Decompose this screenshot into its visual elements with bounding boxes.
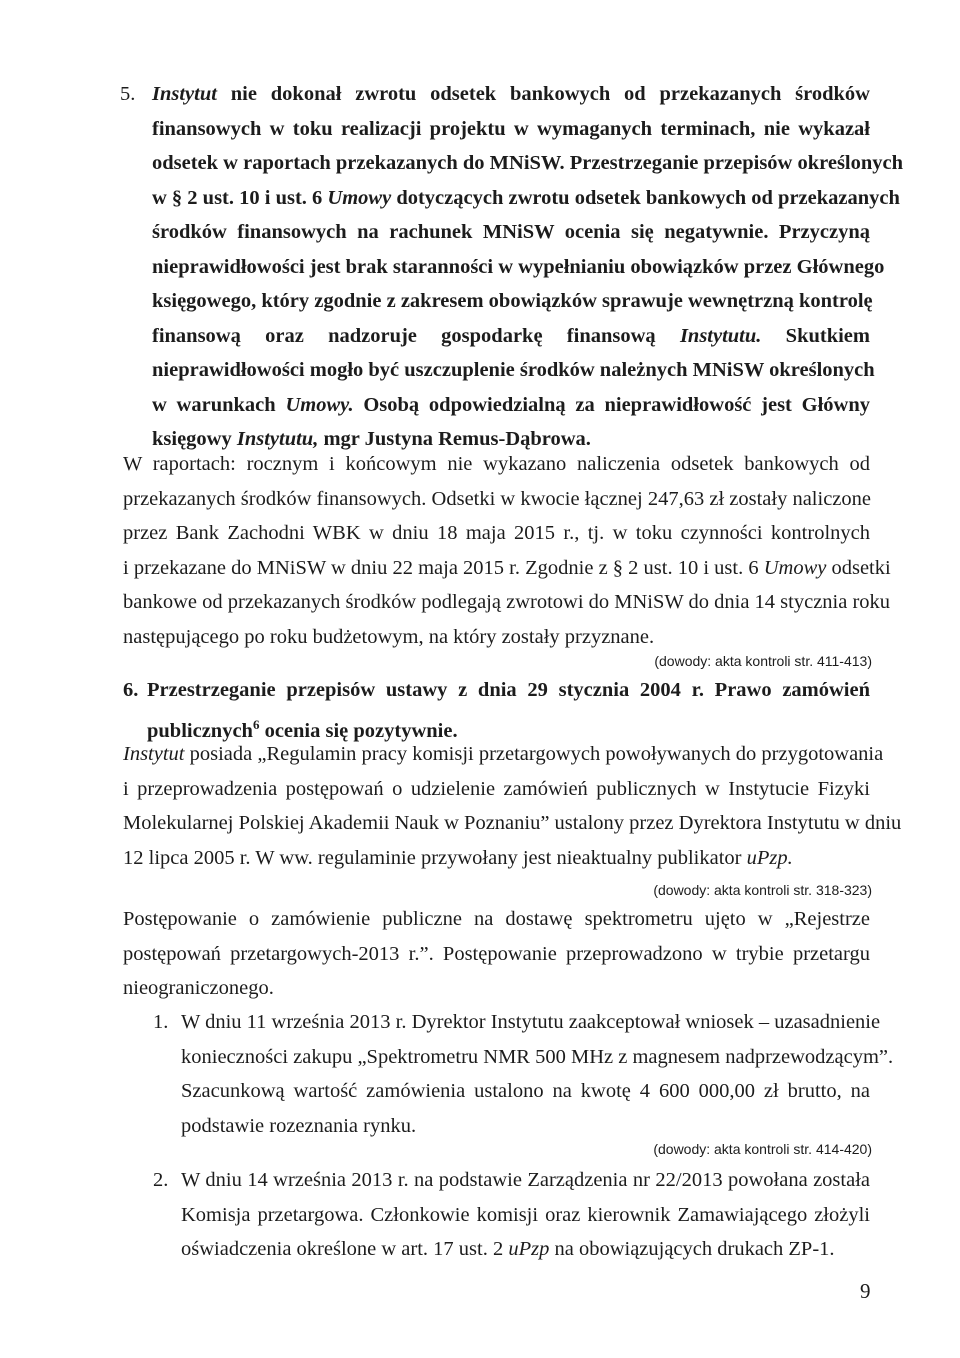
raport-line bbox=[123, 585, 891, 620]
text-segment: nieograniczonego. bbox=[123, 977, 274, 999]
italic-text: Instytut bbox=[123, 743, 185, 765]
evidence-note: (dowody: akta kontroli str. 414-420) bbox=[653, 1141, 872, 1157]
item-6-line: publicznych$^6$ ocenia się pozytywnie. bbox=[147, 716, 458, 742]
page-number: 9 bbox=[860, 1279, 871, 1303]
postepowanie-line bbox=[123, 902, 870, 937]
postepowanie-line bbox=[123, 971, 870, 1006]
list-item-2 bbox=[181, 1163, 870, 1267]
text-segment: i przeprowadzenia postępowań o udzielenie zamówień publicznych w Instytucie Fizyki bbox=[123, 777, 870, 800]
item-5-paragraph bbox=[152, 77, 904, 457]
text-segment: W dniu 14 września 2013 r. na podstawie Zarządzenia nr 22/2013 powołana została bbox=[181, 1169, 870, 1191]
text-segment: i przekazane do MNiSW w dniu 22 maja 2015 r. Zgodnie z § 2 ust. 10 i ust. 6 bbox=[123, 556, 764, 579]
text-segment: bankowe od przekazanych środków podlegają zwrotowi do MNiSW do dnia 14 stycznia roku bbox=[123, 591, 891, 613]
list-item-2-line bbox=[181, 1232, 870, 1267]
list-item-1-number: 1. bbox=[153, 1011, 169, 1033]
raport-line bbox=[123, 516, 870, 551]
text-segment: przez Bank Zachodni WBK w dniu 18 maja 2015 r., tj. w toku czynności kontrolnych bbox=[123, 522, 870, 544]
item-5-line: nieprawidłowości mogło być uszczuplenie środków należnych MNiSW określonych bbox=[152, 359, 875, 381]
text-segment: na obowiązujących drukach ZP-1. bbox=[549, 1238, 835, 1260]
item-5-line: środków finansowych na rachunek MNiSW ocenia się negatywnie. Przyczyną bbox=[152, 221, 870, 243]
text-segment: konieczności zakupu „Spektrometru NMR 500 MHz z magnesem nadprzewodzącym”. bbox=[181, 1045, 894, 1068]
item-5-line: w warunkach Umowy. Osobą odpowiedzialną za nieprawidłowość jest Główny bbox=[152, 393, 870, 416]
text-segment: podstawie rozeznania rynku. bbox=[181, 1114, 417, 1137]
item-5-line: finansową oraz nadzoruje gospodarkę finansową Instytutu. Skutkiem bbox=[152, 324, 870, 347]
list-item-1 bbox=[181, 1005, 894, 1143]
text-segment: W raportach: rocznym i końcowym nie wykazano naliczenia odsetek bankowych od bbox=[123, 453, 870, 475]
text-segment: postępowań przetargowych-2013 r.”. Postępowanie przeprowadzono w trybie przetargu bbox=[123, 942, 870, 965]
text-segment: Szacunkową wartość zamówienia ustalono na kwotę 4 600 000,00 zł brutto, na bbox=[181, 1080, 870, 1102]
text-segment: następującego po roku budżetowym, na który zostały przyznane. bbox=[123, 625, 655, 648]
item-6-number: 6. bbox=[123, 679, 139, 701]
text-segment: 12 lipca 2005 r. W ww. regulaminie przywołany jest nieaktualny publikator bbox=[123, 846, 747, 869]
evidence-note: (dowody: akta kontroli str. 411-413) bbox=[654, 653, 872, 669]
text-segment: odsetki bbox=[826, 556, 891, 579]
text-segment: Molekularnej Polskiej Akademii Nauk w Poznaniu” ustalony przez Dyrektora Instytutu w dniu bbox=[123, 812, 902, 834]
text-segment: przekazanych środków finansowych. Odsetki w kwocie łącznej 247,63 zł zostały naliczone bbox=[123, 487, 871, 510]
list-item-2-line bbox=[181, 1163, 870, 1198]
raport-line bbox=[123, 551, 891, 586]
text-segment: Postępowanie o zamówienie publiczne na dostawę spektrometru ujęto w „Rejestrze bbox=[123, 908, 870, 930]
item-5-number: 5. bbox=[120, 83, 136, 105]
footnote-marker: 6 bbox=[252, 716, 260, 732]
item-6-line: Przestrzeganie przepisów ustawy z dnia 29 stycznia 2004 r. Prawo zamówień bbox=[147, 679, 870, 701]
regulamin-line bbox=[123, 737, 884, 772]
regulamin-line bbox=[123, 772, 870, 807]
regulamin-line bbox=[123, 841, 870, 876]
text-segment: posiada „Regulamin pracy komisji przetargowych powoływanych do przygotowania bbox=[184, 743, 884, 765]
list-item-1-line bbox=[181, 1005, 881, 1040]
list-item-2-line bbox=[181, 1198, 870, 1233]
raport-line bbox=[123, 620, 870, 655]
italic-text: uPzp. bbox=[746, 846, 793, 869]
list-item-1-line bbox=[181, 1040, 894, 1075]
item-5-line: Instytut nie dokonał zwrotu odsetek bankowych od przekazanych środków bbox=[152, 83, 870, 105]
postepowanie-paragraph bbox=[123, 902, 870, 1006]
raport-line bbox=[123, 447, 870, 482]
item-5-line: księgowego, który zgodnie z zakresem obowiązków sprawuje wewnętrzną kontrolę bbox=[152, 290, 873, 312]
list-item-2-number: 2. bbox=[153, 1169, 169, 1191]
item-5-line: finansowych w toku realizacji projektu w wymaganych terminach, nie wykazał bbox=[152, 117, 870, 140]
regulamin-paragraph bbox=[123, 737, 902, 875]
italic-text: uPzp bbox=[508, 1238, 550, 1260]
list-item-1-line bbox=[181, 1074, 870, 1109]
italic-text: Umowy bbox=[763, 556, 827, 579]
item-5-line: księgowy Instytutu, mgr Justyna Remus-Dąbrowa. bbox=[152, 428, 591, 450]
raport-paragraph bbox=[123, 447, 891, 654]
text-segment: Komisja przetargowa. Członkowie komisji oraz kierownik Zamawiającego złożyli bbox=[181, 1203, 870, 1226]
text-segment: oświadczenia określone w art. 17 ust. 2 bbox=[181, 1238, 509, 1260]
evidence-note: (dowody: akta kontroli str. 318-323) bbox=[653, 882, 872, 898]
text-segment: W dniu 11 września 2013 r. Dyrektor Instytutu zaakceptował wniosek – uzasadnienie bbox=[181, 1011, 881, 1033]
regulamin-line bbox=[123, 806, 902, 841]
raport-line bbox=[123, 482, 870, 517]
postepowanie-line bbox=[123, 937, 870, 972]
item-5-line: w § 2 ust. 10 i ust. 6 Umowy dotyczących zwrotu odsetek bankowych od przekazanych bbox=[152, 186, 900, 209]
item-5-line: odsetek w raportach przekazanych do MNiSW. Przestrzeganie przepisów określonych bbox=[152, 152, 904, 174]
list-item-1-line bbox=[181, 1109, 870, 1144]
item-5-line: nieprawidłowości jest brak staranności w wypełnianiu obowiązków przez Głównego bbox=[152, 255, 885, 278]
